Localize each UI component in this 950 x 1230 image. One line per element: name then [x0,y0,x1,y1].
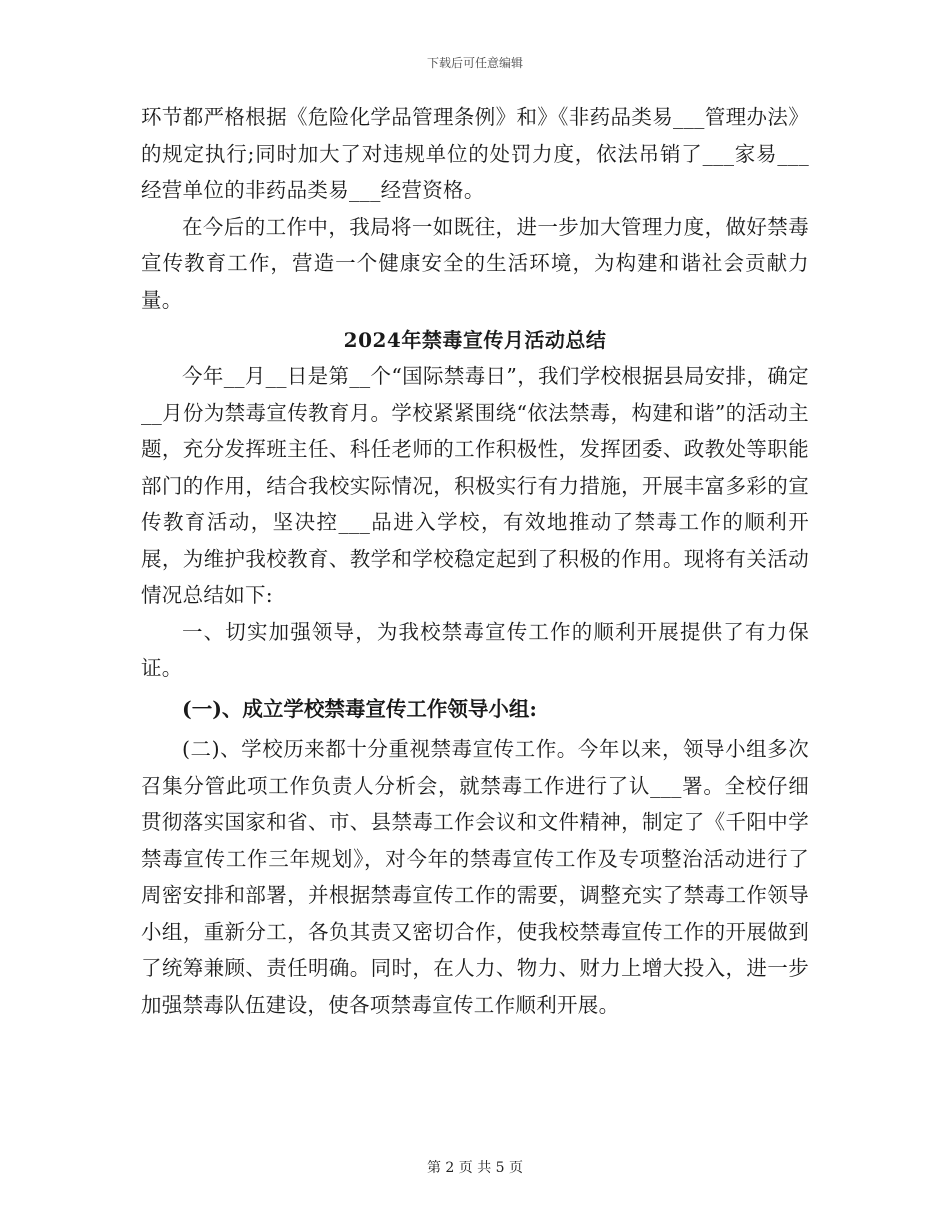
header-note: 下载后可任意编辑 [426,56,523,70]
document-body [141,99,809,1023]
paragraph-3: 今年__月__日是第__个“国际禁毒日”，我们学校根据县局安排，确定__月份为禁毒宣传教育月。学校紧紧围绕“依法禁毒，构建和谐”的活动主题，充分发挥班主任、科任老师的工作积极性，发挥团委、政教处等职能部门的作用，结合我校实际情况，积极实行有力措施，开展丰富多彩的宣传教育活动，坚决控___品进入学校，有效地推动了禁毒工作的顺利开展，为维护我校教育、教学和学校稳定起到了积极的作用。现将有关活动情况总结如下: [141,364,809,607]
paragraph-4: 一、切实加强领导，为我校禁毒宣传工作的顺利开展提供了有力保证。 [141,619,809,680]
paragraph-2: 在今后的工作中，我局将一如既往，进一步加大管理力度，做好禁毒宣传教育工作，营造一个健康安全的生活环境，为构建和谐社会贡献力量。 [141,214,809,312]
paragraph-1: 环节都严格根据《危险化学品管理条例》和》《非药品类易___管理办法》的规定执行;同时加大了对违规单位的处罚力度，依法吊销了___家易___经营单位的非药品类易___经营资格。 [141,105,809,202]
section-heading: (一)、成立学校禁毒宣传工作领导小组: [182,696,537,721]
paragraph-6: (二)、学校历来都十分重视禁毒宣传工作。今年以来，领导小组多次召集分管此项工作负责人分析会，就禁毒工作进行了认___署。全校仔细贯彻落实国家和省、市、县禁毒工作会议和文件精神，制定了《千阳中学禁毒宣传工作三年规划》，对今年的禁毒宣传工作及专项整治活动进行了周密安排和部署，并根据禁毒宣传工作的需要，调整充实了禁毒工作领导小组，重新分工，各负其责又密切合作，使我校禁毒宣传工作的开展做到了统筹兼顾、责任明确。同时，在人力、物力、财力上增大投入，进一步加强禁毒队伍建设，使各项禁毒宣传工作顺利开展。 [141,737,809,1017]
page-footer: 第 2 页 共 5 页 [426,1160,524,1176]
document-title: 2024年禁毒宣传月活动总结 [343,328,607,352]
